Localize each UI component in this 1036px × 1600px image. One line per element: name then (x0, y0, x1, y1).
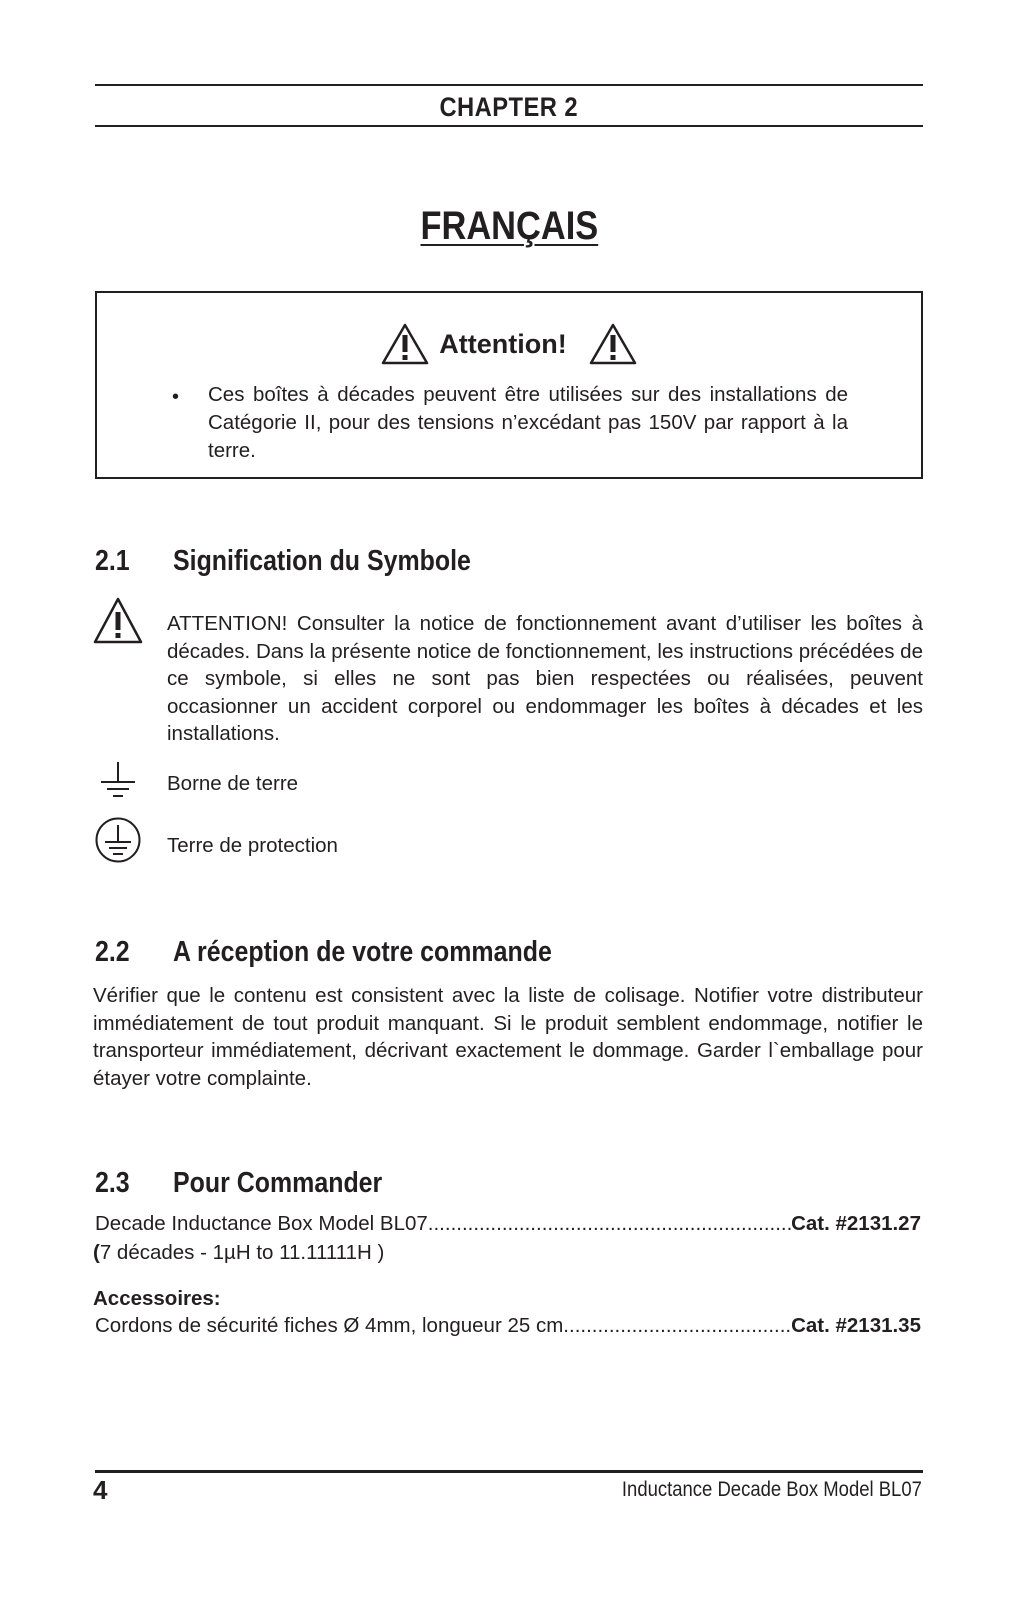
chapter-heading: CHAPTER 2 (439, 92, 579, 122)
order-line-accessory (95, 1312, 921, 1340)
protective-earth-icon (94, 816, 142, 869)
attention-label: Attention! (439, 328, 567, 359)
section-2-2-text: Vérifier que le contenu est consistent avec la liste de colisage. Notifier votre distributeur immédiatement de tout produit manquant. Si le produit semblent endommage, notifier le transporteur immédiatement, décrivant exactement le dommage. Garder l`emballage pour étayer votre complainte. (93, 984, 923, 1090)
symbol-description: ATTENTION! Consulter la notice de fonctionnement avant d’utiliser les boîtes à décades. Dans la présente notice de fonctionnement, les instructions précédées de ce symbole, si elles ne sont pas bien respectées ou réalisées, peuvent occasionner un accident corporel ou endommager les boîtes à décades et les installations. (167, 612, 923, 745)
attention-text: Ces boîtes à décades peuvent être utilisées sur des installations de Catégorie II, pour des tensions n’excédant pas 150V par rapport à la terre. (208, 383, 848, 462)
symbol-description: Borne de terre (167, 772, 299, 795)
bullet: • (172, 386, 180, 408)
section-heading-2-1: 2.1 Signification du Symbole (95, 545, 471, 577)
warning-triangle-icon (589, 322, 637, 366)
accessory-name: Cordons de sécurité fiches Ø 4mm, longueur 25 cm (95, 1314, 564, 1337)
product-cat-number: Cat. #2131.27 (791, 1212, 921, 1235)
leader-dots (428, 1210, 791, 1238)
footer-rule (95, 1470, 923, 1473)
footer-doc-title: Inductance Decade Box Model BL07 (622, 1478, 922, 1501)
earth-ground-icon (98, 760, 138, 805)
accessories-label: Accessoires: (93, 1287, 221, 1310)
section-heading-2-3: 2.3 Pour Commander (95, 1167, 383, 1199)
section-heading-2-2: 2.2 A réception de votre commande (95, 936, 552, 968)
chapter-rule (95, 125, 923, 127)
top-rule (95, 84, 923, 86)
product-detail: (7 décades - 1µH to 11.11111H ) (93, 1241, 385, 1264)
page-title: FRANÇAIS (420, 204, 598, 248)
order-line-product (95, 1210, 921, 1238)
warning-triangle-icon (381, 322, 429, 366)
warning-triangle-icon (93, 596, 143, 651)
product-name: Decade Inductance Box Model BL07 (95, 1212, 428, 1235)
attention-box (95, 291, 923, 479)
page-number: 4 (93, 1475, 108, 1505)
symbol-description: Terre de protection (167, 834, 338, 857)
accessory-cat-number: Cat. #2131.35 (791, 1314, 921, 1337)
leader-dots (563, 1312, 791, 1340)
attention-heading (97, 321, 921, 367)
